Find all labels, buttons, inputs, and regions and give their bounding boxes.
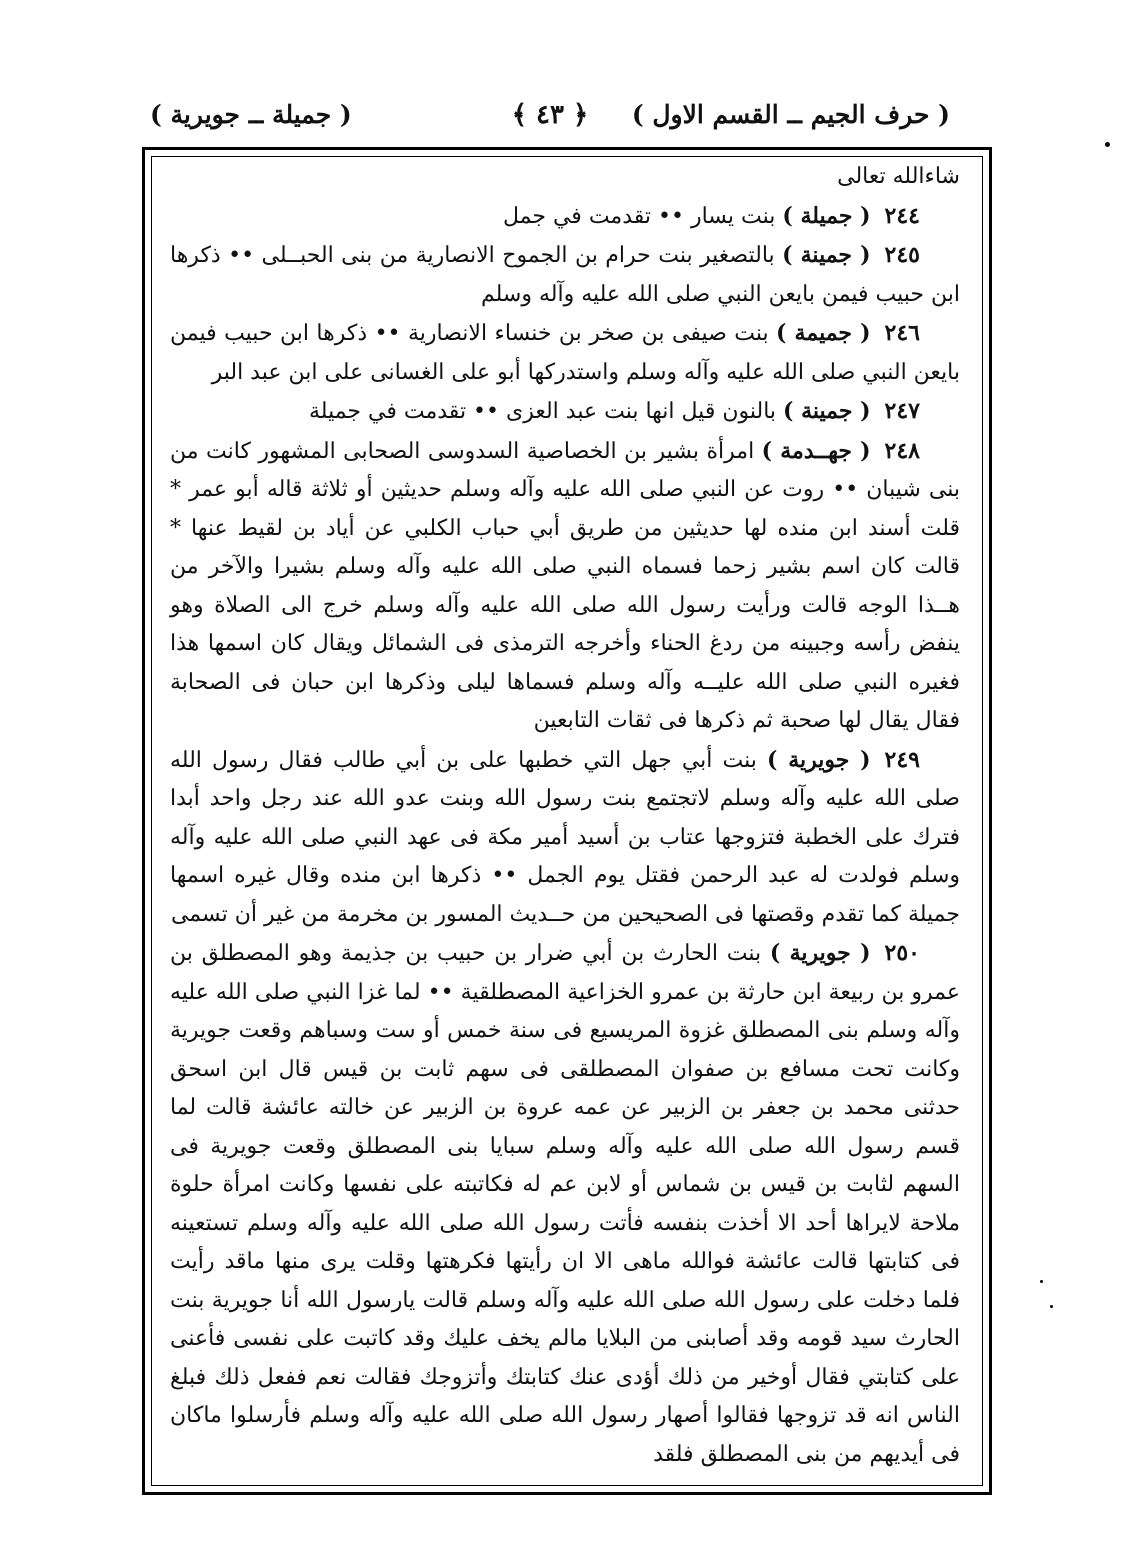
entry-text: بنت صيفى بن صخر بن خنساء الانصارية •• ذكرها ابن حبيب فيمن بايعن النبي صلى الله عليه وآله وسلم واستدركها أبو على الغسانى على ابن عبد البر	[170, 321, 960, 385]
entry-text: بالتصغير بنت حرام بن الجموح الانصارية من بنى الحبــلى •• ذكرها ابن حبيب فيمن بايعن النبي صلى الله عليه وآله وسلم	[170, 243, 960, 307]
entry-name: ( جهــدمة )	[761, 437, 871, 464]
entry-number: ٢٤٩	[884, 746, 920, 773]
speck-mark	[1105, 142, 1110, 147]
entry-text: بنت أبي جهل التي خطبها على بن أبي طالب فقال رسول الله صلى الله عليه وآله وسلم لاتجتمع بنت رسول الله وبنت عدو الله عند رجل واحد أبدا فترك على الخطبة فتزوجها عتاب بن أسيد أمير مكة فى عهد النبي صلى الله عليه وآله وسلم فولدت له عبد الرحمن فقتل يوم الجمل •• ذكرها ابن منده وقال غيره اسمها جميلة كما تقدم وقصتها فى الصحيحين من حــديث المسور بن مخرمة من غير أن تسمى	[170, 747, 960, 927]
entry-250	[170, 934, 960, 1474]
entry-name: ( جمينة )	[783, 398, 871, 424]
entry-number: ٢٤٥	[884, 242, 920, 268]
page-header	[150, 100, 950, 150]
page-body	[170, 158, 960, 1474]
speck-mark	[1050, 1305, 1053, 1308]
header-section-title: ( حرف الجيم ــ القسم الاول )	[631, 100, 950, 129]
entry-name: ( جويرية )	[767, 746, 871, 773]
entry-number: ٢٤٦	[884, 320, 920, 346]
entry-name: ( جويرية )	[769, 940, 871, 966]
entry-249	[170, 741, 960, 935]
entry-number: ٢٤٤	[884, 202, 920, 229]
entry-245	[170, 236, 960, 314]
entry-text: بنت الحارث بن أبي ضرار بن حبيب بن جذيمة وهو المصطلق بن عمرو بن ربيعة ابن حارثة بن عمرو الخزاعية المصطلقية •• لما غزا النبي صلى الله عليه وآله وسلم بنى المصطلق غزوة المريسيع فى سنة خمس أو ست وسباهم وقعت جويرية وكانت تحت مسافع بن صفوان المصطلقى فى سهم ثابت بن قيس قال ابن اسحق حدثنى محمد بن جعفر بن الزبير عن عمه عروة بن الزبير عن خالته عائشة قالت لما قسم رسول الله صلى الله عليه وآله وسلم سبايا بنى المصطلق وقعت جويرية فى السهم لثابت بن قيس بن شماس أو لابن عم له فكاتبته على نفسها وكانت امرأة حلوة ملاحة لايراها أحد الا أخذت بنفسه فأتت رسول الله صلى الله عليه وآله وسلم تستعينه فى كتابتها قالت عائشة فوالله ماهى الا ان رأيتها فكرهتها وقلت يرى منها ماقد رأيت فلما دخلت على رسول الله صلى الله عليه وآله وسلم قالت يارسول الله أنا جويرية بنت الحارث سيد قومه وقد أصابنى من البلايا مالم يخف عليك وقد كاتبت على نفسى فأعنى على كتابتي فقال أوخير من ذلك أؤدى عنك كتابتك وأتزوجك فقالت نعم ففعل ذلك فبلغ الناس انه قد تزوجها فقالوا أصهار رسول الله صلى الله عليه وآله وسلم فأرسلوا ماكان فى أيديهم من بنى المصطلق فلقد	[170, 941, 960, 1467]
entry-number: ٢٤٧	[884, 398, 920, 424]
header-entry-range: ( جميلة ــ جويرية )	[150, 100, 352, 129]
entry-name: ( جميمة )	[776, 320, 871, 346]
entry-248	[170, 432, 960, 741]
header-page-number: ﴿ ٤٣ ﴾	[511, 100, 589, 130]
entry-text: امرأة بشير بن الخصاصية السدوسى الصحابى المشهور كانت من بنى شيبان •• روت عن النبي صلى الله عليه وآله وسلم حديثين أو ثلاثة قاله أبو عمر * قلت أسند ابن منده لها حديثين من طريق أبي حباب الكلبي عن أياد بن لقيط عنها * قالت كان اسم بشير زحما فسماه النبي صلى الله عليه وآله وسلم بشيرا والآخر من هــذا الوجه قالت ورأيت رسول الله صلى الله عليه وآله وسلم خرج الى الصلاة وهو ينفض رأسه وجبينه من ردغ الحناء وأخرجه الترمذى فى الشمائل ويقال كان اسمها هذا فغيره النبي صلى الله عليــه وآله وسلم فسماها ليلى وذكرها ابن حبان فى الصحابة فقال يقال لها صحبة ثم ذكرها فى ثقات التابعين	[170, 438, 960, 733]
speck-mark	[1040, 1280, 1043, 1283]
entry-number: ٢٤٨	[884, 437, 920, 464]
entry-244	[170, 197, 960, 237]
entry-text: بالنون قيل انها بنت عبد العزى •• تقدمت في جميلة	[309, 399, 784, 424]
continuation-line: شاءالله تعالى	[837, 164, 960, 189]
entry-247	[170, 392, 960, 432]
entry-number: ٢٥٠	[884, 940, 920, 966]
entry-246	[170, 314, 960, 392]
entry-name: ( جمينة )	[782, 242, 871, 268]
entry-name: ( جميلة )	[782, 202, 871, 229]
entry-text: بنت يسار •• تقدمت في جمل	[503, 203, 783, 229]
